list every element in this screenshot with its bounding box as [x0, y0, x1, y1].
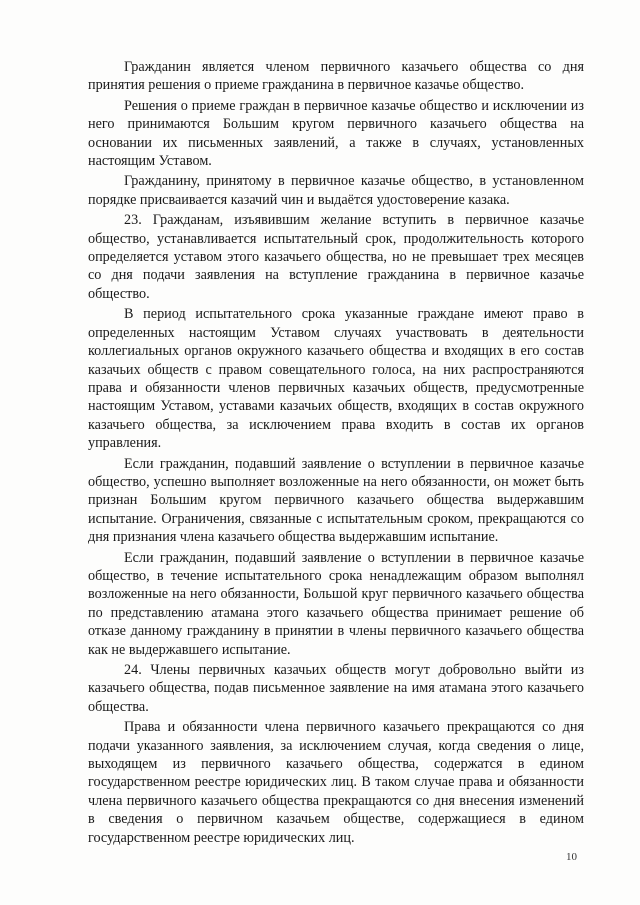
document-body	[88, 58, 584, 847]
paragraph-membership-termination: Права и обязанности члена первичного казачьего прекращаются со дня подачи указанного заявления, за исключением случая, когда сведения о лице, выходящем из первичного казачьего общества, содержатся в едином государственном реестре юридических лиц. В таком случае права и обязанности члена первичного казачьего общества прекращаются со дня внесения изменений в сведения о первичном казачьем обществе, содержащиеся в едином государственном реестре юридических лиц.	[88, 719, 584, 846]
paragraph-rank-assignment: Гражданину, принятому в первичное казачье общество, в установленном порядке присваивается казачий чин и выдаётся удостоверение казака.	[88, 173, 584, 208]
paragraph-probation-failed: Если гражданин, подавший заявление о вступлении в первичное казачье общество, в течение испытательного срока ненадлежащим образом выполнял возложенные на него обязанности, Большой круг первичного казачьего общества по представлению атамана этого казачьего общества принимает решение об отказе данному гражданину в принятии в члены первичного казачьего общества как не выдержавшего испытание.	[88, 549, 584, 658]
paragraph-probation-passed: Если гражданин, подавший заявление о вступлении в первичное казачье общество, успешно выполняет возложенные на него обязанности, он может быть признан Большим кругом первичного казачьего общества выдержавшим испытание. Ограничения, связанные с испытательным сроком, прекращаются со дня признания члена казачьего общества выдержавшим испытание.	[88, 455, 584, 546]
paragraph-article-24: 24. Члены первичных казачьих обществ могут добровольно выйти из казачьего общества, подав письменное заявление на имя атамана этого казачьего общества.	[88, 662, 584, 715]
paragraph-membership-start: Гражданин является членом первичного казачьего общества со дня принятия решения о приеме гражданина в первичное казачье общество.	[88, 59, 584, 94]
paragraph-probation-rights: В период испытательного срока указанные граждане имеют право в определенных настоящим Уставом случаях участвовать в деятельности коллегиальных органов окружного казачьего общества и входящих в его состав казачьих обществ с правом совещательного голоса, на них распространяются права и обязанности членов первичных казачьих обществ, предусмотренные настоящим Уставом, уставами казачьих обществ, входящих в состав окружного казачьего общества, за исключением права входить в состав их органов управления.	[88, 306, 584, 452]
paragraph-admission-decisions: Решения о приеме граждан в первичное казачье общество и исключении из него принимаются Большим кругом первичного казачьего общества на основании их письменных заявлений, а также в случаях, установленных настоящим Уставом.	[88, 97, 584, 170]
page-number: 10	[566, 851, 577, 863]
paragraph-article-23: 23. Гражданам, изъявившим желание вступить в первичное казачье общество, устанавливается испытательный срок, продолжительность которого определяется уставом этого казачьего общества, но не превышает трех месяцев со дня подачи заявления на вступление гражданина в первичное казачье общество.	[88, 212, 584, 302]
